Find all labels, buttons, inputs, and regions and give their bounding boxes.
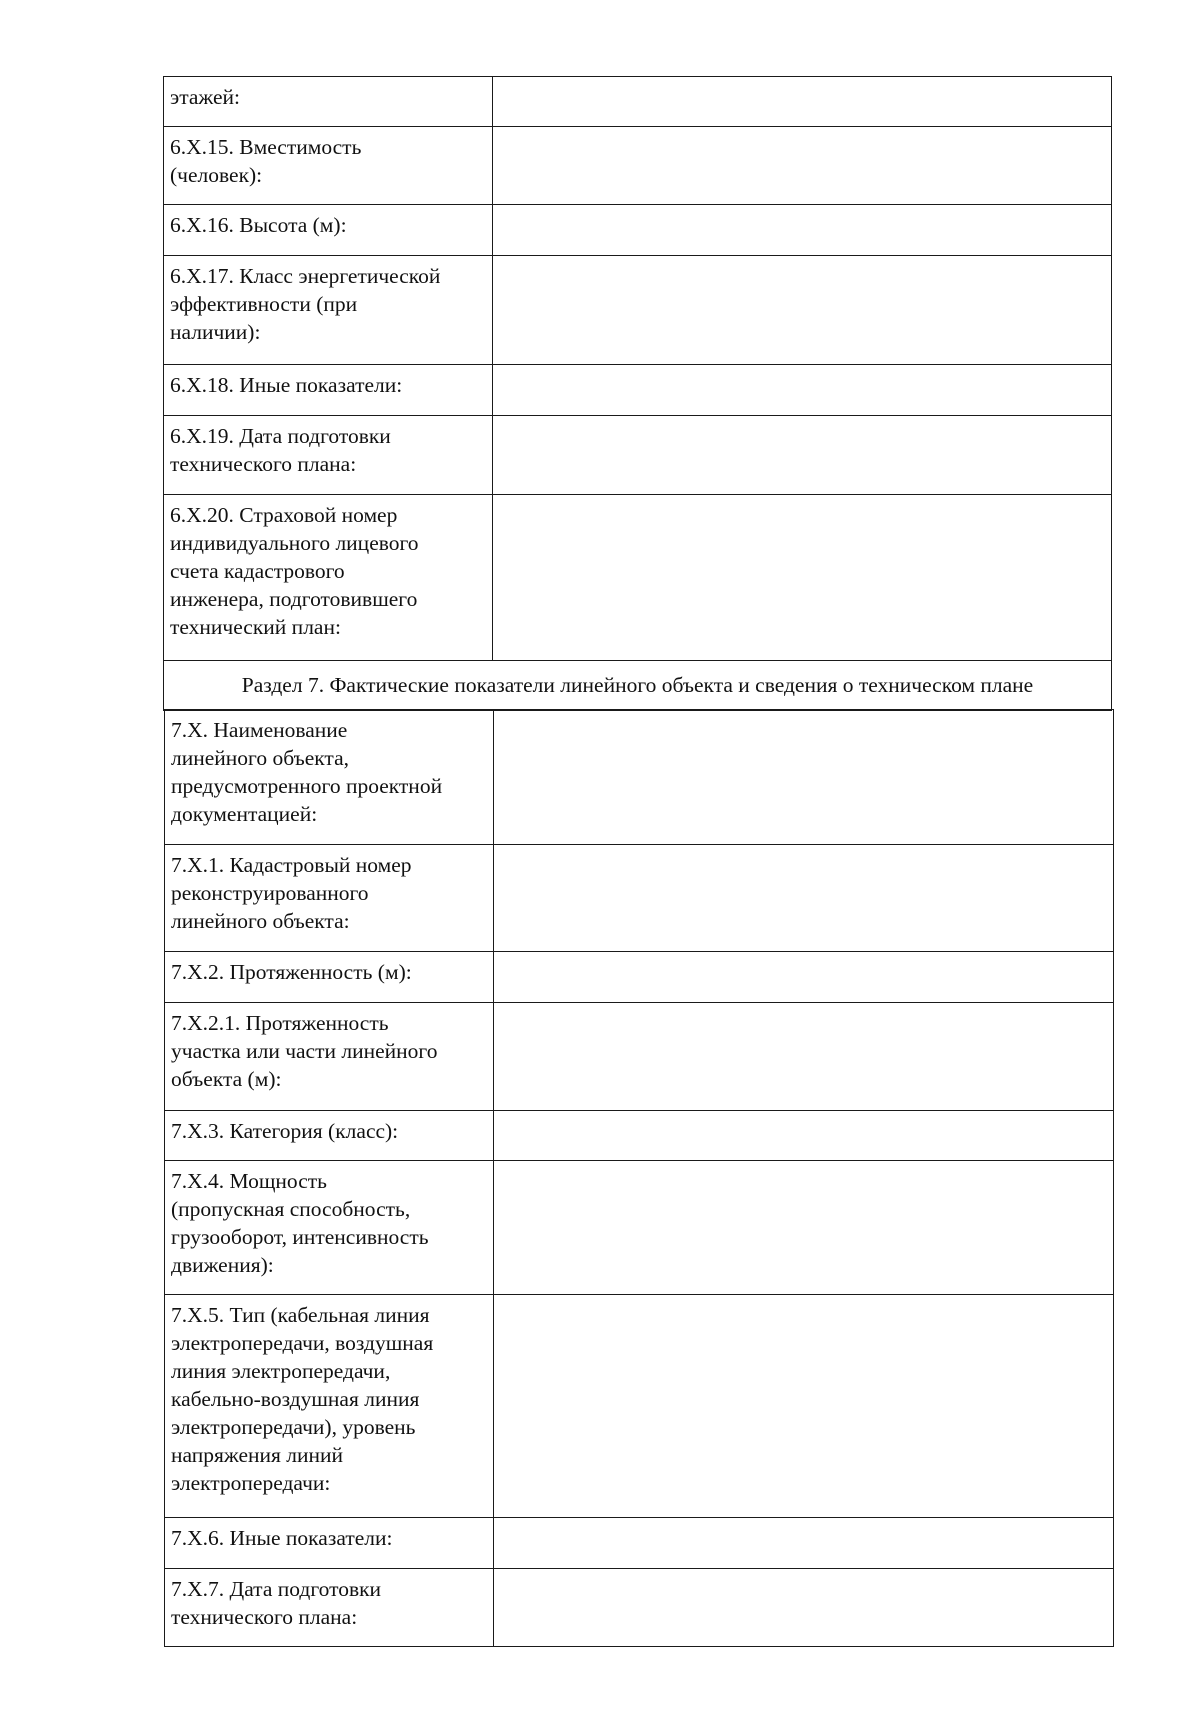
field-label: этажей: bbox=[164, 77, 493, 127]
field-value[interactable] bbox=[493, 365, 1112, 416]
table-row bbox=[165, 1003, 1114, 1111]
table-row bbox=[164, 365, 1112, 416]
field-value[interactable] bbox=[493, 77, 1112, 127]
table-row bbox=[165, 1518, 1114, 1569]
table-row bbox=[164, 77, 1112, 127]
table-row bbox=[164, 256, 1112, 365]
field-value[interactable] bbox=[494, 1111, 1114, 1161]
field-value[interactable] bbox=[494, 952, 1114, 1003]
field-label: 7.Х. Наименование линейного объекта, предусмотренного проектной документацией: bbox=[165, 710, 494, 845]
field-value[interactable] bbox=[493, 256, 1112, 365]
field-label: 7.Х.1. Кадастровый номер реконструированного линейного объекта: bbox=[165, 845, 494, 952]
table-row bbox=[165, 1111, 1114, 1161]
field-label: 6.Х.20. Страховой номер индивидуального лицевого счета кадастрового инженера, подготовившего технический план: bbox=[164, 495, 493, 661]
table-row bbox=[165, 1295, 1114, 1518]
table-row bbox=[164, 205, 1112, 256]
field-label: 6.Х.16. Высота (м): bbox=[164, 205, 493, 256]
field-label: 7.Х.2.1. Протяженность участка или части линейного объекта (м): bbox=[165, 1003, 494, 1111]
table-row bbox=[165, 1569, 1114, 1647]
table-row bbox=[164, 495, 1112, 661]
form-table-section-7 bbox=[164, 709, 1114, 1647]
field-value[interactable] bbox=[494, 1518, 1114, 1569]
table-row bbox=[165, 1161, 1114, 1295]
field-label: 6.Х.15. Вместимость (человек): bbox=[164, 127, 493, 205]
field-value[interactable] bbox=[494, 1161, 1114, 1295]
field-value[interactable] bbox=[494, 845, 1114, 952]
form-table-section-6 bbox=[163, 76, 1112, 711]
field-value[interactable] bbox=[493, 127, 1112, 205]
field-value[interactable] bbox=[493, 416, 1112, 495]
field-value[interactable] bbox=[494, 710, 1114, 845]
field-value[interactable] bbox=[494, 1003, 1114, 1111]
table-row bbox=[165, 952, 1114, 1003]
field-label: 6.Х.18. Иные показатели: bbox=[164, 365, 493, 416]
table-row bbox=[165, 710, 1114, 845]
table-row bbox=[164, 416, 1112, 495]
field-label: 7.Х.3. Категория (класс): bbox=[165, 1111, 494, 1161]
table-row bbox=[164, 127, 1112, 205]
table-row bbox=[165, 845, 1114, 952]
field-label: 7.Х.4. Мощность (пропускная способность, грузооборот, интенсивность движения): bbox=[165, 1161, 494, 1295]
section-7-title: Раздел 7. Фактические показатели линейного объекта и сведения о техническом плане bbox=[164, 661, 1112, 711]
field-label: 7.Х.5. Тип (кабельная линия электропередачи, воздушная линия электропередачи, кабельно-воздушная линия электропередачи), уровень напряжения линий электропередачи: bbox=[165, 1295, 494, 1518]
section-title-row bbox=[164, 661, 1112, 711]
field-value[interactable] bbox=[493, 495, 1112, 661]
field-label: 7.Х.6. Иные показатели: bbox=[165, 1518, 494, 1569]
field-label: 6.Х.17. Класс энергетической эффективности (при наличии): bbox=[164, 256, 493, 365]
field-value[interactable] bbox=[494, 1569, 1114, 1647]
field-label: 7.Х.7. Дата подготовки технического плана: bbox=[165, 1569, 494, 1647]
field-label: 6.Х.19. Дата подготовки технического плана: bbox=[164, 416, 493, 495]
field-value[interactable] bbox=[493, 205, 1112, 256]
field-label: 7.Х.2. Протяженность (м): bbox=[165, 952, 494, 1003]
field-value[interactable] bbox=[494, 1295, 1114, 1518]
